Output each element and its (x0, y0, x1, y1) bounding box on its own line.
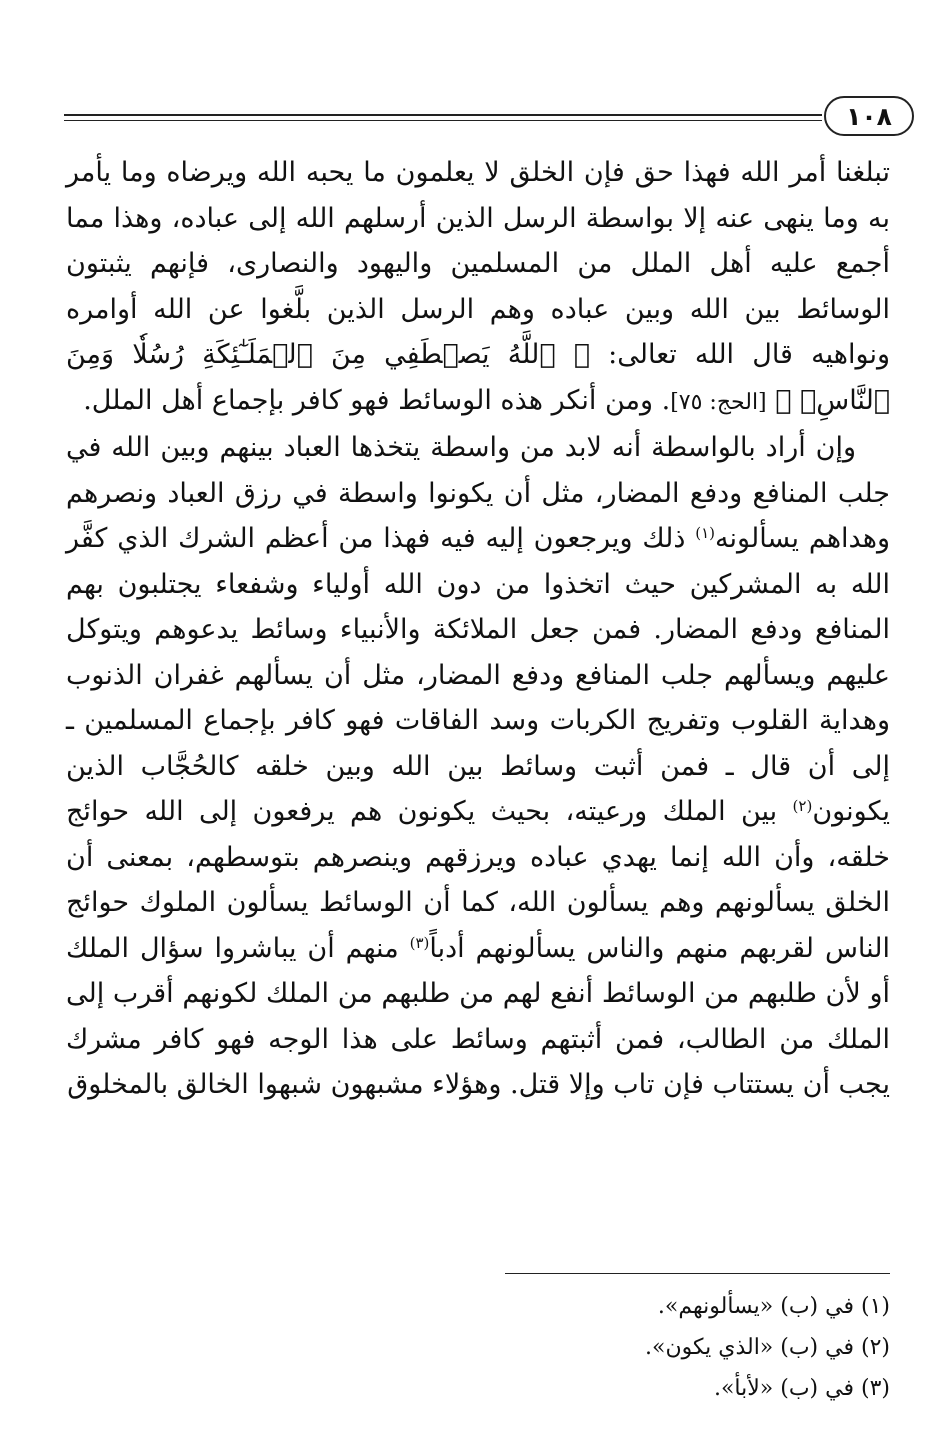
paragraph-2-segment-1: وإن أراد بالواسطة أنه لابد من واسطة يتخذها العباد بينهم وبين الله في جلب المنافع ودفع المضار، مثل أن يكونوا واسطة في رزق العباد ونصرهم وهداهم يسألونه (66, 432, 891, 554)
footnote-ref-2: (٢) (792, 797, 813, 815)
quran-verse: ﴿ ٱللَّهُ يَصۡطَفِي مِنَ ٱلۡمَلَـٰٓئِكَةِ رُسُلٗا وَمِنَ ٱلنَّاسِۚ ﴾ (66, 339, 890, 416)
paragraph-2-segment-3: بين الملك ورعيته، بحيث يكونون هم يرفعون إلى الله حوائج خلقه، وأن الله إنما يهدي عباده ويرزقهم وينصرهم بتوسطهم، بمعنى أن الخلق يسألونهم وهم يسألون الله، كما أن الوسائط يسألون الملوك حوائج الناس لقربهم منهم والناس يسألونهم أدباً (66, 796, 890, 964)
footnote-number: (٢) (860, 1335, 890, 1360)
paragraph-1-text-after-quran: . ومن أنكر هذه الوسائط فهو كافر بإجماع أهل الملل. (83, 384, 671, 416)
footnote-text: في (ب) «الذي يكون». (644, 1335, 854, 1360)
footnote-separator (505, 1273, 890, 1274)
footnote-ref-3: (٣) (409, 933, 430, 952)
footnote-3 (66, 1368, 890, 1409)
footnote-number: (٣) (860, 1376, 890, 1401)
footnote-number: (١) (860, 1294, 890, 1319)
paragraph-1 (66, 150, 890, 425)
paragraph-2 (66, 425, 890, 1108)
paragraph-2-segment-4: منهم أن يباشروا سؤال الملك أو لأن طلبهم من الوسائط أنفع لهم من طلبهم من الملك لكونهم أقرب إلى الملك من الطالب، فمن أثبتهم وسائط على هذا الوجه فهو كافر مشرك يجب أن يستتاب فإن تاب وإلا قتل. وهؤلاء مشبهون شبهوا الخالق بالمخلوق (66, 932, 890, 1100)
footnote-text: في (ب) «لأبأ». (713, 1376, 854, 1401)
page-number-frame (824, 96, 914, 136)
paragraph-1-text-before-quran: تبلغنا أمر الله فهذا حق فإن الخلق لا يعلمون ما يحبه الله ويرضاه وما يأمر به وما ينهى عنه إلا بواسطة الرسل الذين أرسلهم الله إلى عباده، وهذا مما أجمع عليه أهل الملل من المسلمين واليهود والنصارى، فإنهم يثبتون الوسائط بين الله وبين عباده وهم الرسل الذين بلَّغوا عن الله أوامره ونواهيه قال الله تعالى: (66, 157, 890, 370)
main-text (66, 150, 890, 1108)
footnote-1 (66, 1286, 890, 1327)
page-header (64, 96, 914, 140)
footnotes (66, 1286, 890, 1409)
footnote-text: في (ب) «يسألونهم». (657, 1294, 854, 1319)
footnote-ref-1: (١) (695, 524, 716, 542)
paragraph-2-segment-2: ذلك ويرجعون إليه فيه فهذا من أعظم الشرك الذي كفَّر الله به المشركين حيث اتخذوا من دون الله أولياء وشفعاء يجتلبون بهم المنافع ودفع المضار. فمن جعل الملائكة والأنبياء وسائط يدعوهم ويتوكل عليهم ويسألهم جلب المنافع ودفع المضار، مثل أن يسألهم غفران الذنوب وهداية القلوب وتفريج الكربات وسد الفاقات فهو كافر بإجماع المسلمين ـ إلى أن قال ـ فمن أثبت وسائط بين الله وبين خلقه كالحُجَّاب الذين يكونون (66, 523, 890, 827)
header-rule (64, 114, 822, 121)
footnote-2 (66, 1327, 890, 1368)
page-number: ١٠٨ (846, 101, 892, 131)
quran-citation: [الحج: ٧٥] (670, 389, 767, 415)
